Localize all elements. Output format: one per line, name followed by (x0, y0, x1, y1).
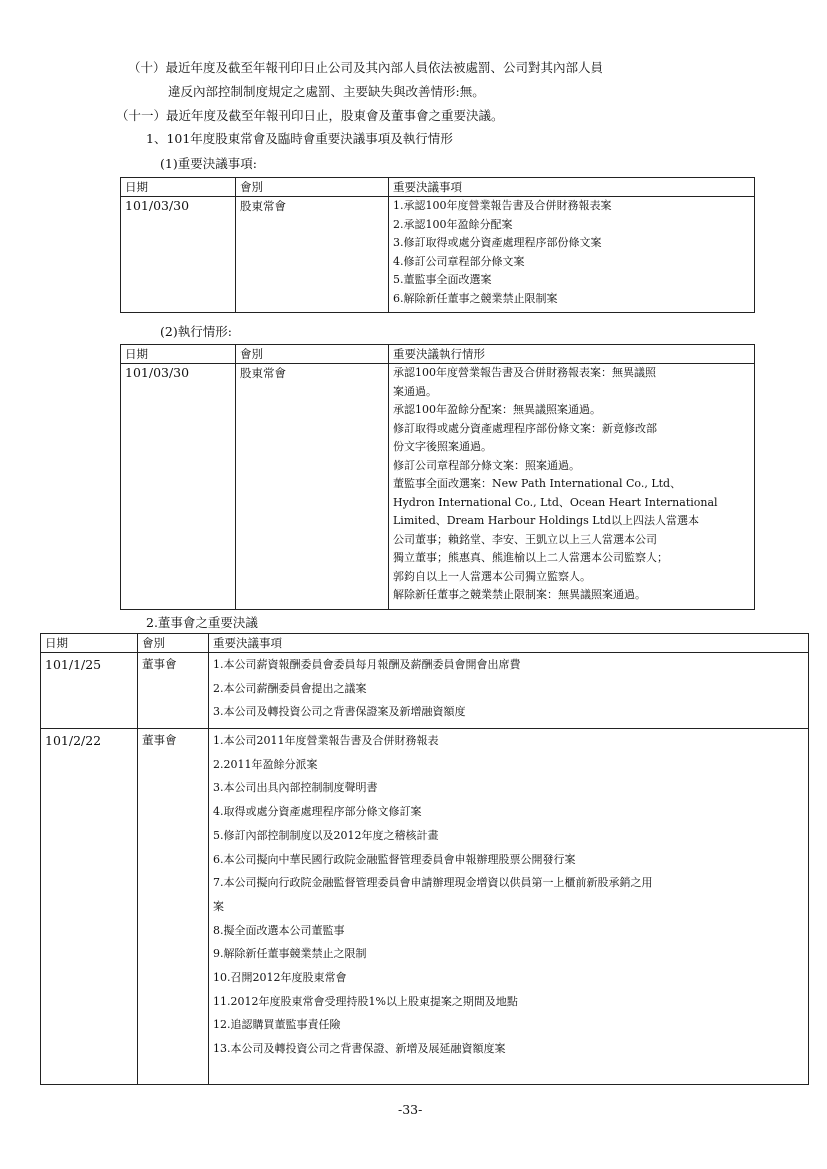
para10-line2: 違反內部控制制度規定之處罰、主要缺失與改善情形:無。 (168, 84, 485, 99)
table-header-row (121, 178, 755, 197)
sub1-heading: (1)重要決議事項: (160, 156, 257, 171)
list-item: 1.本公司2011年度營業報告書及合併財務報表 (213, 734, 439, 747)
page-number: -33- (398, 1102, 423, 1117)
list-item: 6.本公司擬向中華民國行政院金融監督管理委員會申報辦理股票公開發行案 (213, 852, 576, 866)
list-item: 2.承認100年盈餘分配案 (393, 217, 513, 231)
list-item: 承認100年盈餘分配案：無異議照案通過。 (393, 403, 601, 416)
table-header-row (41, 634, 809, 653)
item1-heading: 1、101年度股東常會及臨時會重要決議事項及執行情形 (146, 131, 453, 146)
list-item: 修訂取得或處分資產處理程序部份條文案：新竟修改部 (393, 421, 657, 435)
list-item: 3.修訂取得或處分資產處理程序部份條文案 (393, 236, 602, 249)
list-item: 2.本公司薪酬委員會提出之議案 (213, 681, 367, 695)
table-row (41, 729, 809, 1085)
header-execution: 重要決議執行情形 (389, 345, 755, 364)
table-header-row (121, 345, 755, 364)
list-item: 案通過。 (393, 384, 437, 398)
list-item: 公司董事；賴銘堂、李安、王凱立以上三人當選本公司 (393, 532, 657, 546)
row-date: 101/2/22 (41, 729, 138, 1085)
board-resolutions-table (40, 633, 809, 1085)
list-item: 3.本公司出具內部控制制度聲明書 (213, 781, 378, 795)
list-item: 12.追認購買董監事責任險 (213, 1018, 341, 1032)
list-item: Hydron International Co., Ltd、Ocean Heart International (393, 495, 718, 509)
list-item: 8.擬全面改選本公司董監事 (213, 923, 345, 937)
list-item: 董監事全面改選案：New Path International Co., Ltd、 (393, 477, 682, 490)
list-item: 4.取得或處分資產處理程序部分條文修訂案 (213, 805, 422, 819)
list-item: 3.本公司及轉投資公司之背書保證案及新增融資額度 (213, 705, 466, 719)
list-item: 5.董監事全面改選案 (393, 273, 492, 286)
header-type: 會別 (236, 178, 389, 197)
table-row (121, 364, 755, 610)
row-items (209, 653, 809, 729)
header-type: 會別 (138, 634, 209, 653)
list-item: 份文字後照案通過。 (393, 440, 492, 453)
row-type: 股東常會 (236, 197, 389, 313)
list-item: 2.2011年盈餘分派案 (213, 757, 318, 771)
list-item: 5.修訂內部控制制度以及2012年度之稽核計畫 (213, 828, 439, 842)
list-item: 7.本公司擬向行政院金融監督管理委員會申請辦理現金增資以供員第一上櫃前新股承銷之用 (213, 876, 653, 890)
item2-heading: 2.董事會之重要決議 (146, 615, 258, 630)
list-item: 獨立董事；熊惠真、熊進榆以上二人當選本公司監察人； (393, 551, 668, 564)
list-item: 郭鈞自以上一人當選本公司獨立監察人。 (393, 569, 591, 583)
row-type: 股東常會 (236, 364, 389, 610)
row-items (389, 197, 755, 313)
row-type: 董事會 (138, 729, 209, 1085)
list-item: Limited、Dream Harbour Holdings Ltd以上四法人當選本 (393, 514, 700, 527)
list-item: 13.本公司及轉投資公司之背書保證、新增及展延融資額度案 (213, 1042, 506, 1056)
table-row (41, 653, 809, 729)
header-items: 重要決議事項 (389, 178, 755, 197)
list-item: 9.解除新任董事競業禁止之限制 (213, 947, 367, 961)
execution-table (120, 344, 755, 610)
row-date: 101/03/30 (121, 364, 236, 610)
row-items (209, 729, 809, 1085)
list-item: 1.承認100年度營業報告書及合併財務報表案 (393, 199, 612, 212)
resolutions-table (120, 177, 755, 313)
list-item: 1.本公司薪資報酬委員會委員每月報酬及薪酬委員會開會出席費 (213, 658, 521, 671)
list-item: 6.解除新任董事之競業禁止限制案 (393, 291, 558, 305)
para11-heading: （十一）最近年度及截至年報刊印日止，股東會及董事會之重要決議。 (116, 108, 504, 123)
list-item: 解除新任董事之競業禁止限制案：無異議照案通過。 (393, 588, 646, 601)
list-item: 承認100年度營業報告書及合併財務報表案：無異議照 (393, 366, 656, 379)
header-date: 日期 (121, 178, 236, 197)
table-row (121, 197, 755, 313)
list-item: 修訂公司章程部分條文案：照案通過。 (393, 458, 580, 472)
para10-line1: （十）最近年度及截至年報刊印日止公司及其內部人員依法被處罰、公司對其內部人員 (128, 60, 604, 75)
list-item: 10.召開2012年度股東常會 (213, 971, 347, 985)
list-item: 4.修訂公司章程部分條文案 (393, 254, 525, 268)
list-item: 案 (213, 899, 224, 913)
row-date: 101/1/25 (41, 653, 138, 729)
header-date: 日期 (121, 345, 236, 364)
row-date: 101/03/30 (121, 197, 236, 313)
header-date: 日期 (41, 634, 138, 653)
row-type: 董事會 (138, 653, 209, 729)
header-items: 重要決議事項 (209, 634, 809, 653)
list-item: 11.2012年度股東常會受理持股1%以上股東提案之期間及地點 (213, 994, 518, 1008)
row-execution (389, 364, 755, 610)
header-type: 會別 (236, 345, 389, 364)
sub2-heading: (2)執行情形: (160, 324, 232, 339)
